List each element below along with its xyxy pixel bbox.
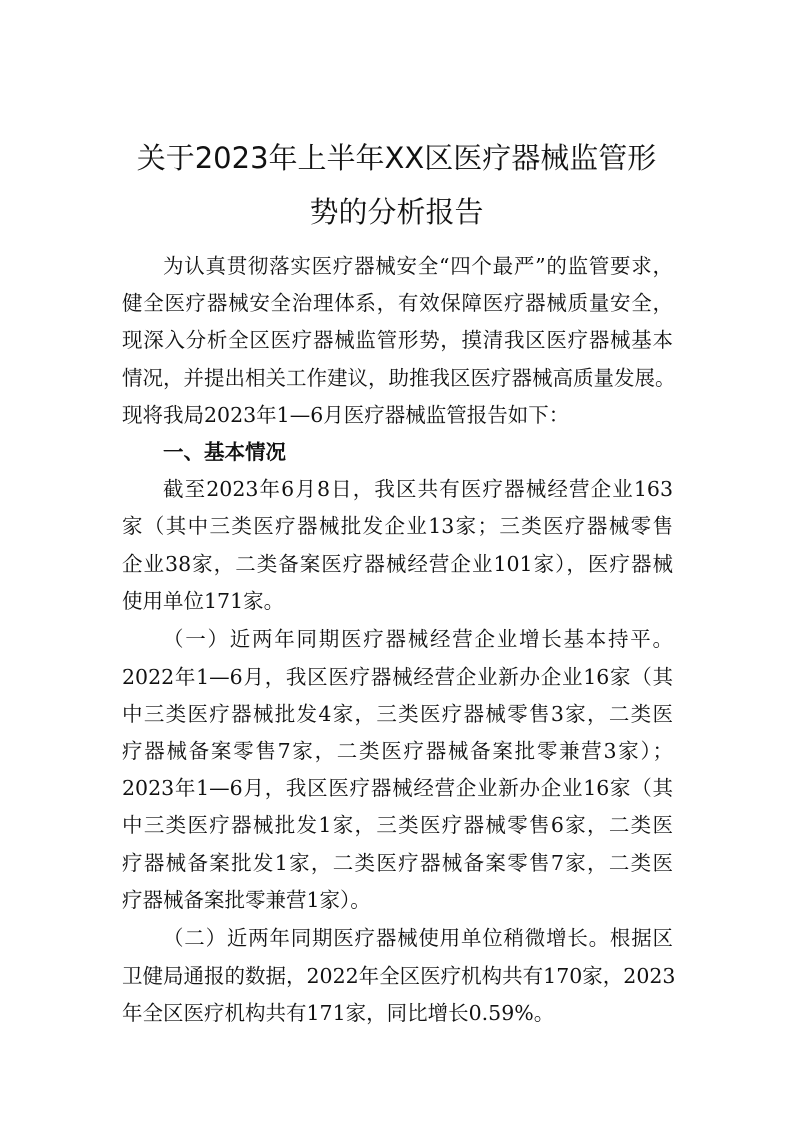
text-line: 使用单位171家。 <box>122 588 285 613</box>
basic-paragraph <box>122 471 673 620</box>
text-line: 2023年1—6月，我区医疗器械经营企业新办企业16家（其 <box>122 776 673 801</box>
text-line: 2022年1—6月，我区医疗器械经营企业新办企业16家（其 <box>122 664 673 689</box>
text-line: 疗器械备案批发1家，二类医疗器械备案零售7家，二类医 <box>122 850 673 875</box>
text-line: 截至2023年6月8日，我区共有医疗器械经营企业163 <box>163 477 673 502</box>
text-line: （一）近两年同期医疗器械经营企业增长基本持平。 <box>163 627 673 652</box>
text-line: 疗器械备案零售7家，二类医疗器械备案批零兼营3家）； <box>122 738 673 763</box>
text-line: 中三类医疗器械批发4家，三类医疗器械零售3家，二类医 <box>122 701 673 726</box>
text-line: 为认真贯彻落实医疗器械安全“四个最严”的监管要求， <box>163 254 673 278</box>
text-line: 企业38家，二类备案医疗器械经营企业101家），医疗器械 <box>122 551 673 576</box>
text-line: 现将我局2023年1—6月医疗器械监管报告如下： <box>122 402 570 427</box>
document-title-line-1: 关于2023年上半年XX区医疗器械监管形 <box>136 141 657 175</box>
section-2-paragraph <box>122 920 676 1032</box>
section-heading-basic: 一、基本情况 <box>163 439 286 464</box>
text-line: 现深入分析全区医疗器械监管形势，摸清我区医疗器械基本 <box>122 328 673 353</box>
text-line: 疗器械备案批零兼营1家）。 <box>122 887 371 912</box>
text-line: 年全区医疗机构共有171家，同比增长0.59%。 <box>122 1000 555 1025</box>
text-line: 健全医疗器械安全治理体系，有效保障医疗器械质量安全， <box>122 291 673 316</box>
section-1-paragraph <box>122 621 673 919</box>
text-line: （二）近两年同期医疗器械使用单位稍微增长。根据区 <box>163 926 673 951</box>
document-body <box>122 248 676 1032</box>
text-line: 卫健局通报的数据，2022年全区医疗机构共有170家，2023 <box>122 963 676 988</box>
text-line: 中三类医疗器械批发1家，三类医疗器械零售6家，二类医 <box>122 813 673 838</box>
intro-paragraph <box>122 248 676 434</box>
text-line: 家（其中三类医疗器械批发企业13家；三类医疗器械零售 <box>122 514 673 539</box>
text-line: 情况，并提出相关工作建议，助推我区医疗器械高质量发展。 <box>122 365 676 390</box>
document-title-line-2: 势的分析报告 <box>309 195 484 229</box>
